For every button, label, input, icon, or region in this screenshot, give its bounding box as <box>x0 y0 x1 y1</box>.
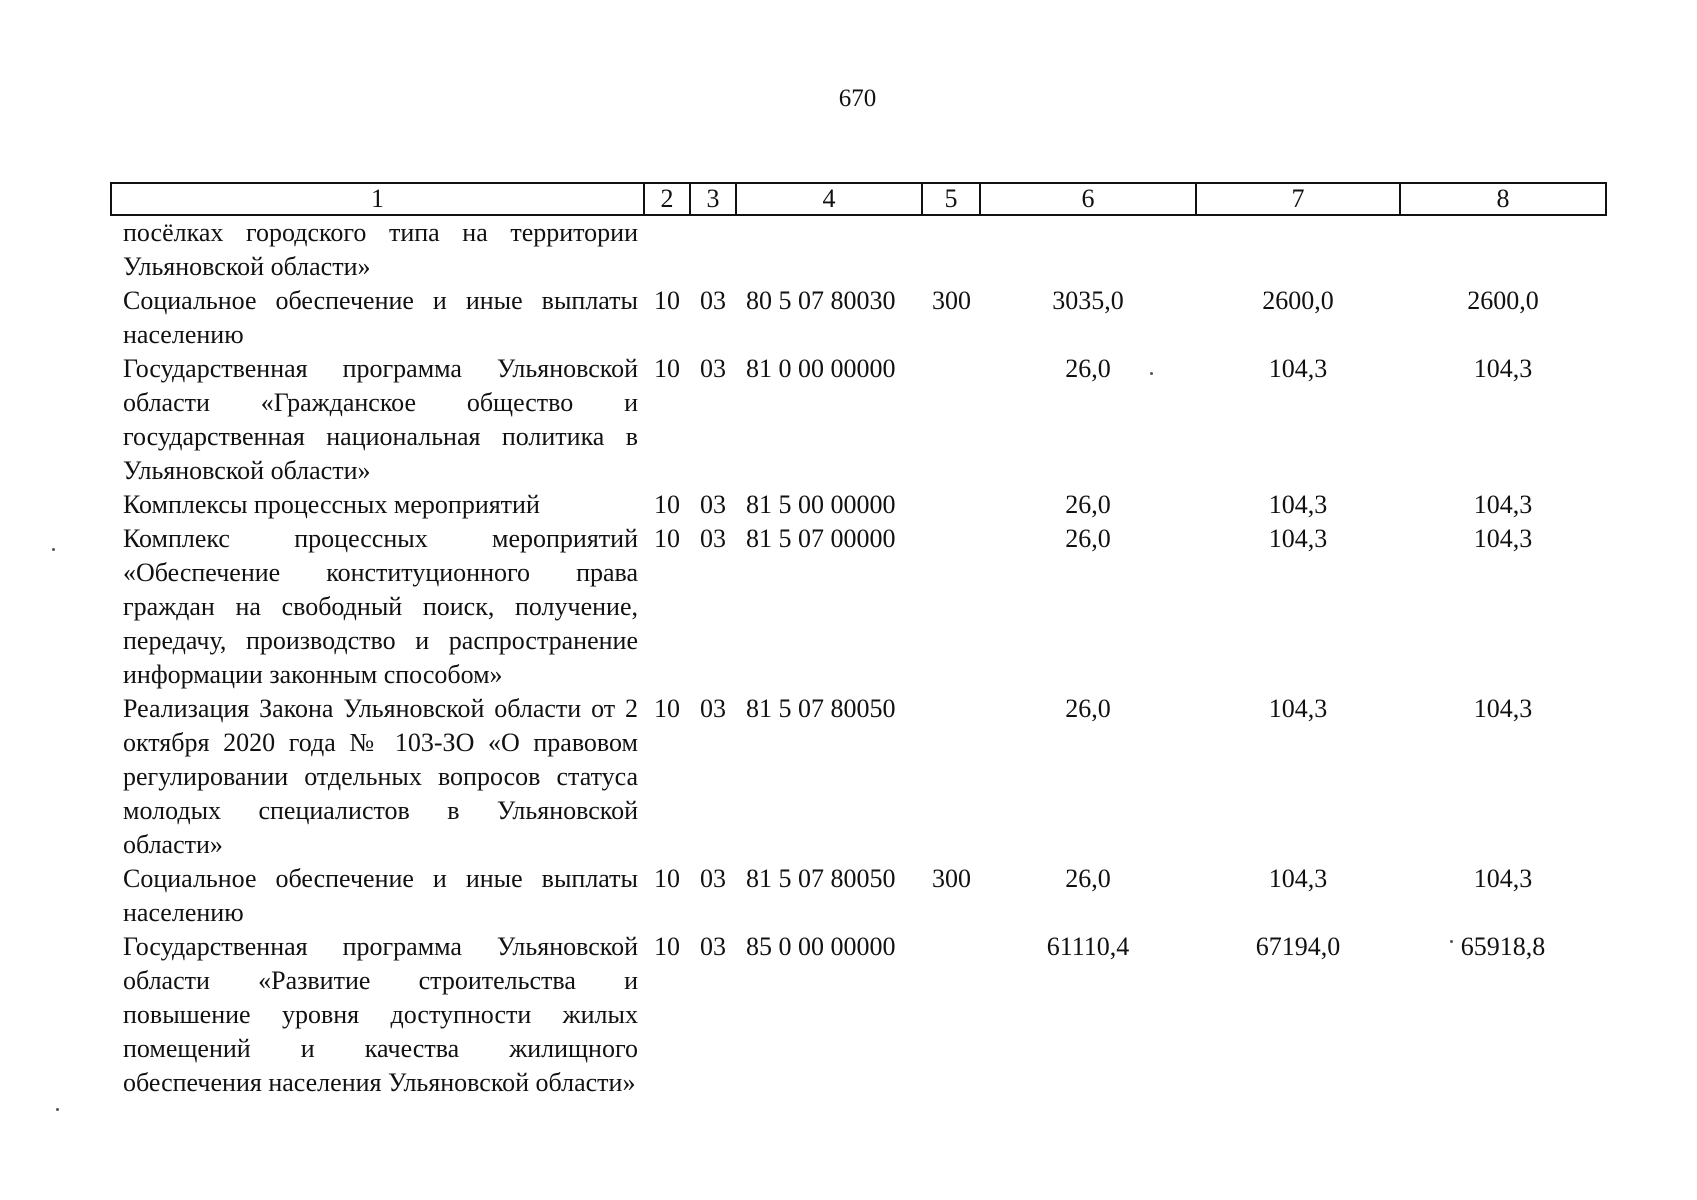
header-col-year3: 8 <box>1400 183 1606 215</box>
row-name: посёлках городского типа на территории Ульяновской области» <box>123 218 638 281</box>
row-section <box>644 215 690 284</box>
header-col-year1: 6 <box>980 183 1196 215</box>
row-year1 <box>980 215 1196 284</box>
row-year3: 104,3 <box>1473 524 1533 553</box>
row-expense <box>922 930 980 1100</box>
table-row <box>111 692 1606 862</box>
row-year3: 104,3 <box>1473 490 1533 519</box>
row-year3: 65918,8 <box>1460 932 1546 961</box>
row-section: 10 <box>654 932 680 961</box>
scan-speck <box>56 1108 59 1111</box>
row-target: 81 5 07 80050 <box>746 694 896 723</box>
row-subsection: 03 <box>700 524 726 553</box>
row-section: 10 <box>654 354 680 383</box>
scan-speck <box>1150 372 1153 375</box>
table-row <box>111 488 1606 522</box>
header-col-subsection: 3 <box>690 183 736 215</box>
row-year2: 2600,0 <box>1262 286 1334 315</box>
row-year2: 104,3 <box>1268 354 1328 383</box>
budget-table <box>110 182 1607 1100</box>
table-row <box>111 352 1606 488</box>
page-number: 670 <box>838 85 877 112</box>
row-subsection: 03 <box>700 932 726 961</box>
row-section: 10 <box>654 490 680 519</box>
row-target: 81 5 00 00000 <box>746 490 896 519</box>
row-subsection: 03 <box>700 694 726 723</box>
row-year2: 104,3 <box>1268 864 1328 893</box>
header-col-target: 4 <box>736 183 922 215</box>
row-subsection: 03 <box>700 864 726 893</box>
header-col-year2: 7 <box>1196 183 1400 215</box>
row-name: Комплекс процессных мероприятий «Обеспечение конституционного права граждан на свободный поиск, получение, передачу, производство и распространение информации законным способом» <box>123 524 638 689</box>
row-section: 10 <box>654 524 680 553</box>
table-row <box>111 862 1606 930</box>
row-year2: 104,3 <box>1268 524 1328 553</box>
row-year2: 104,3 <box>1268 694 1328 723</box>
row-year2 <box>1196 215 1400 284</box>
row-year1: 26,0 <box>1065 354 1111 383</box>
row-expense <box>922 215 980 284</box>
row-target: 81 5 07 80050 <box>746 864 896 893</box>
table-row <box>111 522 1606 692</box>
row-year1: 26,0 <box>1065 524 1111 553</box>
row-name: Государственная программа Ульяновской области «Гражданское общество и государственная национальная политика в Ульяновской области» <box>123 354 638 485</box>
row-name: Реализация Закона Ульяновской области от 2 октября 2020 года № 103-ЗО «О правовом регулировании отдельных вопросов статуса молодых специалистов в Ульяновской области» <box>123 694 638 859</box>
row-name: Социальное обеспечение и иные выплаты населению <box>123 864 638 927</box>
table-row <box>111 930 1606 1100</box>
header-row <box>111 183 1606 215</box>
row-section: 10 <box>654 286 680 315</box>
row-year1: 26,0 <box>1065 694 1111 723</box>
row-year1: 3035,0 <box>1052 286 1124 315</box>
table-row <box>111 215 1606 284</box>
row-name: Государственная программа Ульяновской области «Развитие строительства и повышение уровня доступности жилых помещений и качества жилищного обеспечения населения Ульяновской области» <box>123 932 638 1097</box>
row-target: 80 5 07 80030 <box>746 286 896 315</box>
row-year1: 61110,4 <box>1046 932 1130 961</box>
row-year3: 104,3 <box>1473 354 1533 383</box>
row-year3: 104,3 <box>1473 864 1533 893</box>
row-target <box>736 215 922 284</box>
row-expense <box>922 692 980 862</box>
row-year3 <box>1400 215 1606 284</box>
table-body <box>111 215 1606 1100</box>
row-year3: 104,3 <box>1473 694 1533 723</box>
row-target: 85 0 00 00000 <box>746 932 896 961</box>
table-header <box>111 183 1606 215</box>
row-name: Комплексы процессных мероприятий <box>123 490 540 519</box>
row-year3: 2600,0 <box>1467 286 1539 315</box>
header-col-expense: 5 <box>922 183 980 215</box>
row-expense: 300 <box>932 864 971 893</box>
scan-speck <box>52 548 55 551</box>
row-expense <box>922 488 980 522</box>
row-expense <box>922 352 980 488</box>
row-name: Социальное обеспечение и иные выплаты населению <box>123 286 638 349</box>
row-target: 81 0 00 00000 <box>746 354 896 383</box>
row-year2: 104,3 <box>1268 490 1328 519</box>
row-subsection: 03 <box>700 286 726 315</box>
row-year1: 26,0 <box>1065 490 1111 519</box>
row-year2: 67194,0 <box>1255 932 1341 961</box>
row-expense <box>922 522 980 692</box>
row-section: 10 <box>654 864 680 893</box>
header-col-name: 1 <box>111 183 644 215</box>
row-section: 10 <box>654 694 680 723</box>
row-target: 81 5 07 00000 <box>746 524 896 553</box>
row-subsection <box>690 215 736 284</box>
row-expense: 300 <box>932 286 971 315</box>
scan-speck <box>1450 940 1453 943</box>
row-year1: 26,0 <box>1065 864 1111 893</box>
table-row <box>111 284 1606 352</box>
row-subsection: 03 <box>700 354 726 383</box>
header-col-section: 2 <box>644 183 690 215</box>
row-subsection: 03 <box>700 490 726 519</box>
